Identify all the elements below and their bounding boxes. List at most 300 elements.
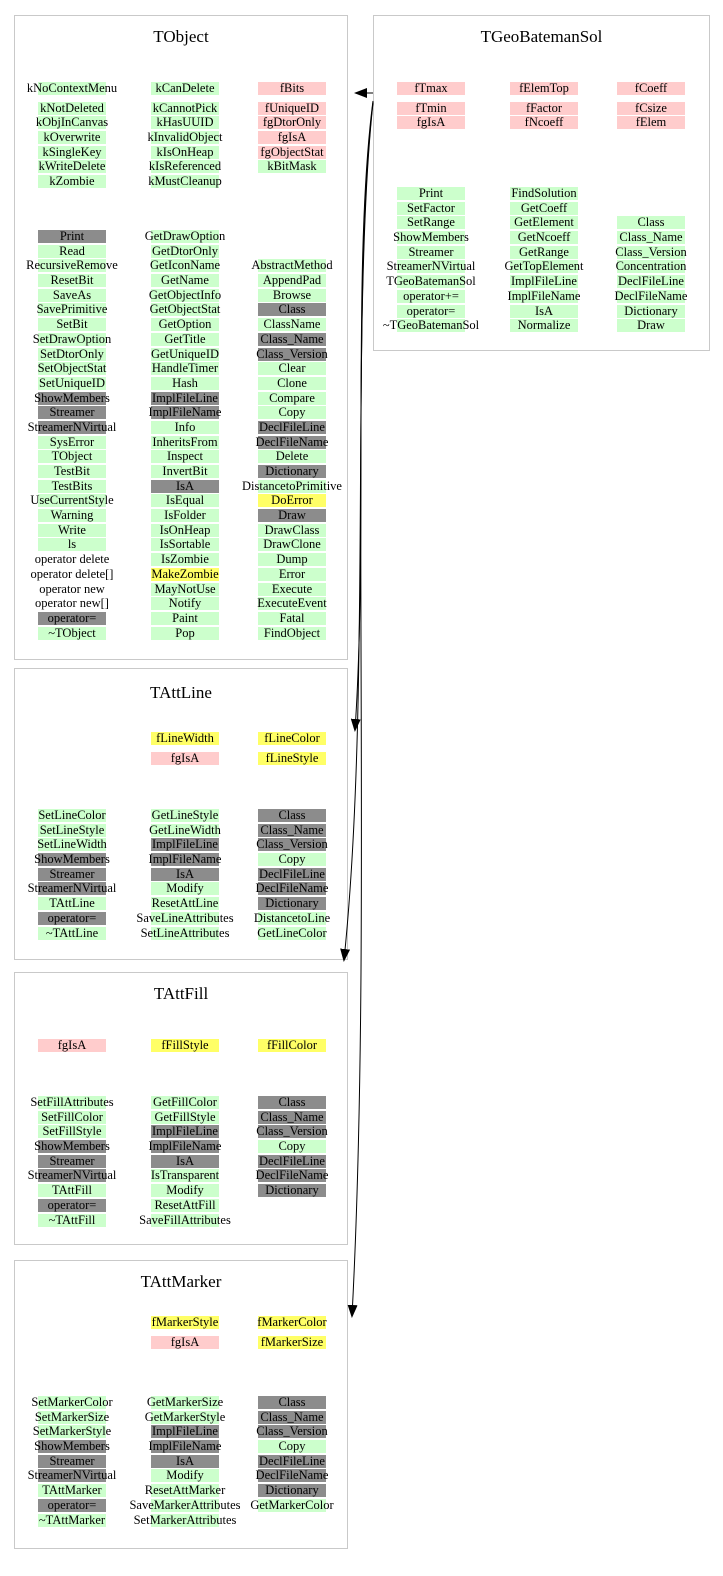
member-item — [129, 751, 241, 766]
member-label: operator+= — [403, 288, 459, 303]
member-item — [236, 1168, 348, 1183]
member-item — [129, 493, 241, 508]
member-label: operator= — [47, 1197, 97, 1212]
member-label: kMustCleanup — [148, 174, 222, 189]
member-item — [236, 552, 348, 567]
member-item — [129, 435, 241, 450]
member-label: FindSolution — [511, 186, 577, 200]
member-label: fElemTop — [519, 81, 569, 95]
member-label: SaveFillAttributes — [139, 1212, 231, 1227]
member-label: fUniqueID — [264, 100, 320, 115]
member-item — [16, 1454, 128, 1469]
member-item — [16, 1198, 128, 1213]
member-item — [236, 823, 348, 838]
member-label: SetMarkerAttributes — [133, 1512, 237, 1527]
member-label: SavePrimitive — [36, 302, 108, 317]
member-label: ImplFileName — [148, 405, 222, 420]
member-item — [375, 101, 487, 116]
arrow-tgeobatemansol-to-tattmarker — [352, 103, 373, 1316]
member-item — [236, 731, 348, 746]
member-label: Execute — [271, 581, 313, 596]
member-item — [129, 1439, 241, 1454]
member-label: DeclFileLine — [259, 419, 325, 434]
member-item — [16, 347, 128, 362]
member-item — [129, 174, 241, 189]
member-item — [16, 376, 128, 391]
member-item — [595, 230, 707, 245]
member-item — [129, 881, 241, 896]
member-item — [488, 101, 600, 116]
member-label: DoError — [271, 493, 313, 508]
member-item — [236, 273, 348, 288]
member-item — [16, 1424, 128, 1439]
member-column — [236, 1395, 348, 1513]
member-item — [16, 81, 128, 96]
member-label: ImplFileLine — [152, 837, 218, 852]
member-label: GetDtorOnly — [152, 243, 218, 258]
member-label: Write — [58, 522, 86, 537]
member-item — [488, 259, 600, 274]
member-item — [375, 259, 487, 274]
member-label: ResetAttFill — [154, 1197, 216, 1212]
member-item — [16, 229, 128, 244]
member-item — [375, 274, 487, 289]
member-label: Pop — [175, 625, 195, 640]
member-label: DeclFileName — [255, 434, 329, 449]
member-label: SetFillStyle — [42, 1124, 102, 1139]
member-item — [16, 1124, 128, 1139]
member-label: SetObjectStat — [37, 361, 107, 376]
member-column — [16, 1038, 128, 1053]
member-label: StreamerNVirtual — [386, 259, 476, 274]
member-column — [129, 1315, 241, 1349]
member-item — [236, 1395, 348, 1410]
member-label: FindObject — [263, 625, 321, 640]
member-item — [236, 464, 348, 479]
member-label: StreamerNVirtual — [27, 1168, 117, 1183]
member-label: operator= — [47, 1497, 97, 1512]
member-column — [129, 229, 241, 640]
member-label: kBitMask — [267, 159, 317, 174]
member-column — [236, 229, 348, 640]
member-item — [375, 289, 487, 304]
member-item — [16, 1468, 128, 1483]
member-item — [16, 823, 128, 838]
member-item — [129, 611, 241, 626]
member-item — [595, 245, 707, 260]
member-item — [236, 159, 348, 174]
member-item — [236, 523, 348, 538]
member-label: GetRange — [519, 244, 569, 259]
member-item — [129, 420, 241, 435]
member-label: Class_Name — [619, 230, 683, 245]
member-label: Class_Name — [260, 331, 324, 346]
member-label: ClassName — [263, 317, 321, 332]
member-item — [129, 1424, 241, 1439]
member-item — [16, 420, 128, 435]
member-item — [595, 215, 707, 230]
member-label: Class — [278, 808, 306, 822]
member-item — [16, 552, 128, 567]
member-item — [16, 332, 128, 347]
member-label: DeclFileLine — [259, 866, 325, 881]
member-item — [16, 464, 128, 479]
member-column — [236, 808, 348, 940]
member-label: Class_Version — [615, 244, 687, 259]
member-column — [16, 1095, 128, 1227]
member-item — [129, 1213, 241, 1228]
member-item — [16, 1183, 128, 1198]
member-item — [236, 896, 348, 911]
member-label: Paint — [172, 610, 198, 625]
member-label: fgObjectStat — [260, 144, 324, 159]
member-item — [375, 115, 487, 130]
member-label: kInvalidObject — [147, 130, 223, 145]
member-label: IsSortable — [159, 537, 211, 552]
member-label: fLineWidth — [156, 731, 214, 745]
member-item — [236, 537, 348, 552]
member-item — [236, 867, 348, 882]
member-label: Print — [59, 229, 85, 243]
member-label: kOverwrite — [43, 130, 101, 145]
member-item — [488, 115, 600, 130]
member-item — [129, 1454, 241, 1469]
member-column — [16, 229, 128, 640]
member-item — [16, 582, 128, 597]
member-label: Info — [174, 419, 196, 434]
member-item — [488, 215, 600, 230]
member-item — [129, 823, 241, 838]
member-label: Copy — [278, 405, 306, 420]
member-label: ~TAttFill — [48, 1212, 96, 1227]
member-item — [129, 479, 241, 494]
member-item — [129, 391, 241, 406]
member-item — [129, 1038, 241, 1053]
member-label: Copy — [278, 852, 306, 867]
member-item — [375, 318, 487, 333]
member-label: Draw — [278, 508, 306, 523]
member-item — [129, 405, 241, 420]
member-item — [236, 626, 348, 641]
member-label: Dictionary — [265, 896, 319, 911]
member-label: DrawClass — [264, 522, 320, 537]
member-item — [595, 101, 707, 116]
member-column — [236, 731, 348, 765]
member-item — [595, 115, 707, 130]
member-label: TestBit — [54, 464, 90, 478]
member-label: Class_Version — [256, 1124, 328, 1139]
class-title-tobject: TObject — [153, 27, 209, 46]
member-label: GetMarkerSize — [146, 1395, 224, 1409]
member-item — [129, 347, 241, 362]
member-label: SetLineAttributes — [140, 925, 230, 940]
member-item — [16, 567, 128, 582]
member-item — [236, 288, 348, 303]
member-label: Class_Version — [256, 346, 328, 361]
member-item — [16, 1213, 128, 1228]
member-item — [488, 201, 600, 216]
member-label: IsA — [175, 1453, 195, 1468]
member-label: fgIsA — [170, 1334, 200, 1349]
member-label: fLineColor — [264, 731, 320, 745]
member-item — [16, 867, 128, 882]
member-label: ImplFileName — [148, 852, 222, 867]
member-label: ImplFileName — [148, 1139, 222, 1154]
member-label: Dictionary — [624, 303, 678, 318]
member-label: DeclFileName — [255, 1168, 329, 1183]
member-label: SetMarkerColor — [31, 1395, 113, 1409]
member-item — [16, 911, 128, 926]
member-item — [16, 258, 128, 273]
member-label: ShowMembers — [34, 390, 110, 405]
member-column — [236, 1095, 348, 1198]
member-item — [16, 1410, 128, 1425]
member-label: Compare — [269, 390, 315, 405]
member-item — [16, 317, 128, 332]
member-label: TAttFill — [52, 1183, 92, 1198]
member-label: fgIsA — [416, 115, 446, 130]
member-item — [129, 926, 241, 941]
member-item — [488, 245, 600, 260]
member-label: Clone — [277, 375, 307, 390]
member-label: AbstractMethod — [251, 258, 333, 273]
member-label: Browse — [272, 287, 312, 302]
member-item — [236, 115, 348, 130]
member-item — [129, 376, 241, 391]
member-item — [16, 130, 128, 145]
member-item — [236, 420, 348, 435]
member-label: IsEqual — [165, 493, 205, 508]
member-label: fFillColor — [266, 1038, 317, 1052]
member-item — [129, 552, 241, 567]
member-label: AppendPad — [262, 273, 322, 288]
member-label: SetMarkerSize — [34, 1409, 110, 1424]
member-item — [236, 582, 348, 597]
member-label: fMarkerColor — [257, 1315, 327, 1329]
member-item — [129, 302, 241, 317]
member-label: IsA — [175, 1153, 195, 1168]
member-item — [236, 751, 348, 766]
member-label: DeclFileLine — [618, 274, 684, 289]
member-label: StreamerNVirtual — [27, 1468, 117, 1483]
member-label: Fatal — [279, 610, 305, 625]
member-item — [16, 493, 128, 508]
member-item — [16, 361, 128, 376]
member-label: Warning — [50, 508, 94, 523]
member-label: Dictionary — [265, 1483, 319, 1498]
member-item — [236, 435, 348, 450]
member-item — [236, 567, 348, 582]
member-item — [236, 1095, 348, 1110]
member-label: ResetAttMarker — [144, 1483, 226, 1498]
member-label: Draw — [637, 318, 665, 333]
member-label: Print — [418, 186, 444, 200]
member-column — [129, 1038, 241, 1053]
member-item — [16, 1038, 128, 1053]
member-item — [236, 1454, 348, 1469]
member-column — [236, 1038, 348, 1053]
member-item — [129, 101, 241, 116]
member-item — [129, 130, 241, 145]
member-column — [595, 81, 707, 130]
member-label: Copy — [278, 1139, 306, 1154]
member-label: DistancetoPrimitive — [242, 478, 342, 493]
member-item — [129, 288, 241, 303]
member-item — [236, 1124, 348, 1139]
member-label: GetLineColor — [257, 925, 327, 940]
member-label: Modify — [166, 1468, 204, 1483]
member-label: ShowMembers — [34, 1439, 110, 1454]
class-title-tgeobatemansol: TGeoBatemanSol — [480, 27, 603, 46]
member-item — [129, 852, 241, 867]
member-item — [16, 1154, 128, 1169]
member-label: fFillStyle — [161, 1038, 209, 1052]
member-label: GetFillColor — [153, 1095, 217, 1109]
member-label: IsFolder — [164, 508, 206, 523]
member-label: DistancetoLine — [253, 910, 331, 925]
member-label: operator= — [406, 303, 456, 318]
member-label: SaveAs — [52, 287, 92, 302]
member-item — [16, 611, 128, 626]
member-label: GetTitle — [164, 331, 206, 346]
member-item — [236, 332, 348, 347]
member-label: Class — [278, 1395, 306, 1409]
member-label: Streamer — [49, 866, 95, 881]
member-item — [16, 926, 128, 941]
member-item — [129, 1154, 241, 1169]
member-label: TGeoBatemanSol — [386, 274, 476, 289]
member-item — [129, 1124, 241, 1139]
member-label: StreamerNVirtual — [27, 881, 117, 896]
member-label: Class_Version — [256, 1424, 328, 1439]
member-label: SaveLineAttributes — [136, 910, 234, 925]
member-item — [16, 1483, 128, 1498]
member-item — [236, 508, 348, 523]
member-label: DeclFileLine — [259, 1453, 325, 1468]
member-label: fCoeff — [634, 81, 668, 95]
member-item — [595, 274, 707, 289]
member-label: IsA — [175, 866, 195, 881]
member-column — [236, 81, 348, 174]
member-label: InvertBit — [162, 464, 208, 478]
member-column — [375, 186, 487, 333]
member-label: fgIsA — [170, 750, 200, 765]
member-label: SetMarkerStyle — [32, 1424, 112, 1439]
member-label: kNotDeleted — [40, 100, 104, 115]
member-column — [595, 186, 707, 333]
member-item — [16, 508, 128, 523]
member-label: SetLineColor — [38, 808, 106, 822]
member-item — [129, 1468, 241, 1483]
member-item — [129, 731, 241, 746]
member-item — [129, 464, 241, 479]
member-item — [129, 1183, 241, 1198]
member-item — [236, 493, 348, 508]
member-item — [236, 1424, 348, 1439]
member-label: GetDrawOption — [144, 229, 226, 243]
class-box-tattfill — [14, 972, 348, 1245]
member-item — [129, 1335, 241, 1350]
member-item — [488, 81, 600, 96]
member-label: GetMarkerStyle — [144, 1409, 226, 1424]
member-label: Modify — [166, 1183, 204, 1198]
member-label: ExecuteEvent — [257, 596, 327, 611]
member-label: kWriteDelete — [38, 159, 106, 174]
member-label: Streamer — [49, 1153, 95, 1168]
member-label: Read — [59, 243, 85, 258]
member-item — [129, 332, 241, 347]
member-item — [129, 1410, 241, 1425]
member-item — [16, 1095, 128, 1110]
member-label: fFactor — [525, 100, 563, 115]
member-item — [236, 1335, 348, 1350]
member-label: ShowMembers — [393, 230, 469, 245]
member-item — [236, 1483, 348, 1498]
member-label: Streamer — [49, 1453, 95, 1468]
member-label: Class — [278, 302, 306, 317]
member-column — [129, 1095, 241, 1227]
member-item — [129, 244, 241, 259]
member-item — [16, 115, 128, 130]
member-label: GetName — [161, 273, 209, 288]
member-item — [236, 347, 348, 362]
member-item — [129, 1315, 241, 1330]
member-item — [375, 186, 487, 201]
member-item — [129, 523, 241, 538]
member-item — [129, 229, 241, 244]
member-item — [375, 215, 487, 230]
member-label: GetTopElement — [504, 259, 584, 274]
member-item — [236, 1410, 348, 1425]
member-label: ImplFileName — [507, 288, 581, 303]
member-item — [129, 911, 241, 926]
member-label: StreamerNVirtual — [27, 419, 117, 434]
member-item — [16, 896, 128, 911]
member-column — [16, 808, 128, 940]
member-label: ~TAttMarker — [38, 1512, 106, 1527]
member-item — [595, 304, 707, 319]
member-label: fNcoeff — [524, 115, 564, 130]
member-label: SetBit — [56, 317, 88, 332]
member-label: Streamer — [408, 244, 454, 259]
member-item — [16, 244, 128, 259]
member-label: IsA — [175, 478, 195, 493]
member-label: ~TAttLine — [45, 925, 99, 940]
member-label: SaveMarkerAttributes — [129, 1497, 241, 1512]
member-label: SetLineStyle — [39, 822, 105, 837]
member-label: fBits — [279, 81, 305, 95]
member-label: kObjInCanvas — [35, 115, 109, 130]
member-column — [375, 81, 487, 130]
member-label: Class_Version — [256, 837, 328, 852]
member-label: SetFillColor — [41, 1109, 103, 1124]
member-item — [16, 391, 128, 406]
member-item — [16, 537, 128, 552]
member-label: SysError — [49, 434, 95, 449]
member-label: SetDrawOption — [32, 331, 112, 346]
member-label: Clear — [278, 361, 306, 376]
member-item — [129, 1095, 241, 1110]
member-label: kHasUUID — [156, 115, 214, 130]
member-item — [16, 1395, 128, 1410]
member-label: SetRange — [407, 215, 455, 230]
member-item — [236, 258, 348, 273]
member-item — [16, 837, 128, 852]
member-label: fTmin — [415, 100, 447, 115]
member-label: GetObjectInfo — [148, 287, 222, 302]
member-label: ImplFileLine — [152, 1424, 218, 1439]
member-item — [129, 567, 241, 582]
